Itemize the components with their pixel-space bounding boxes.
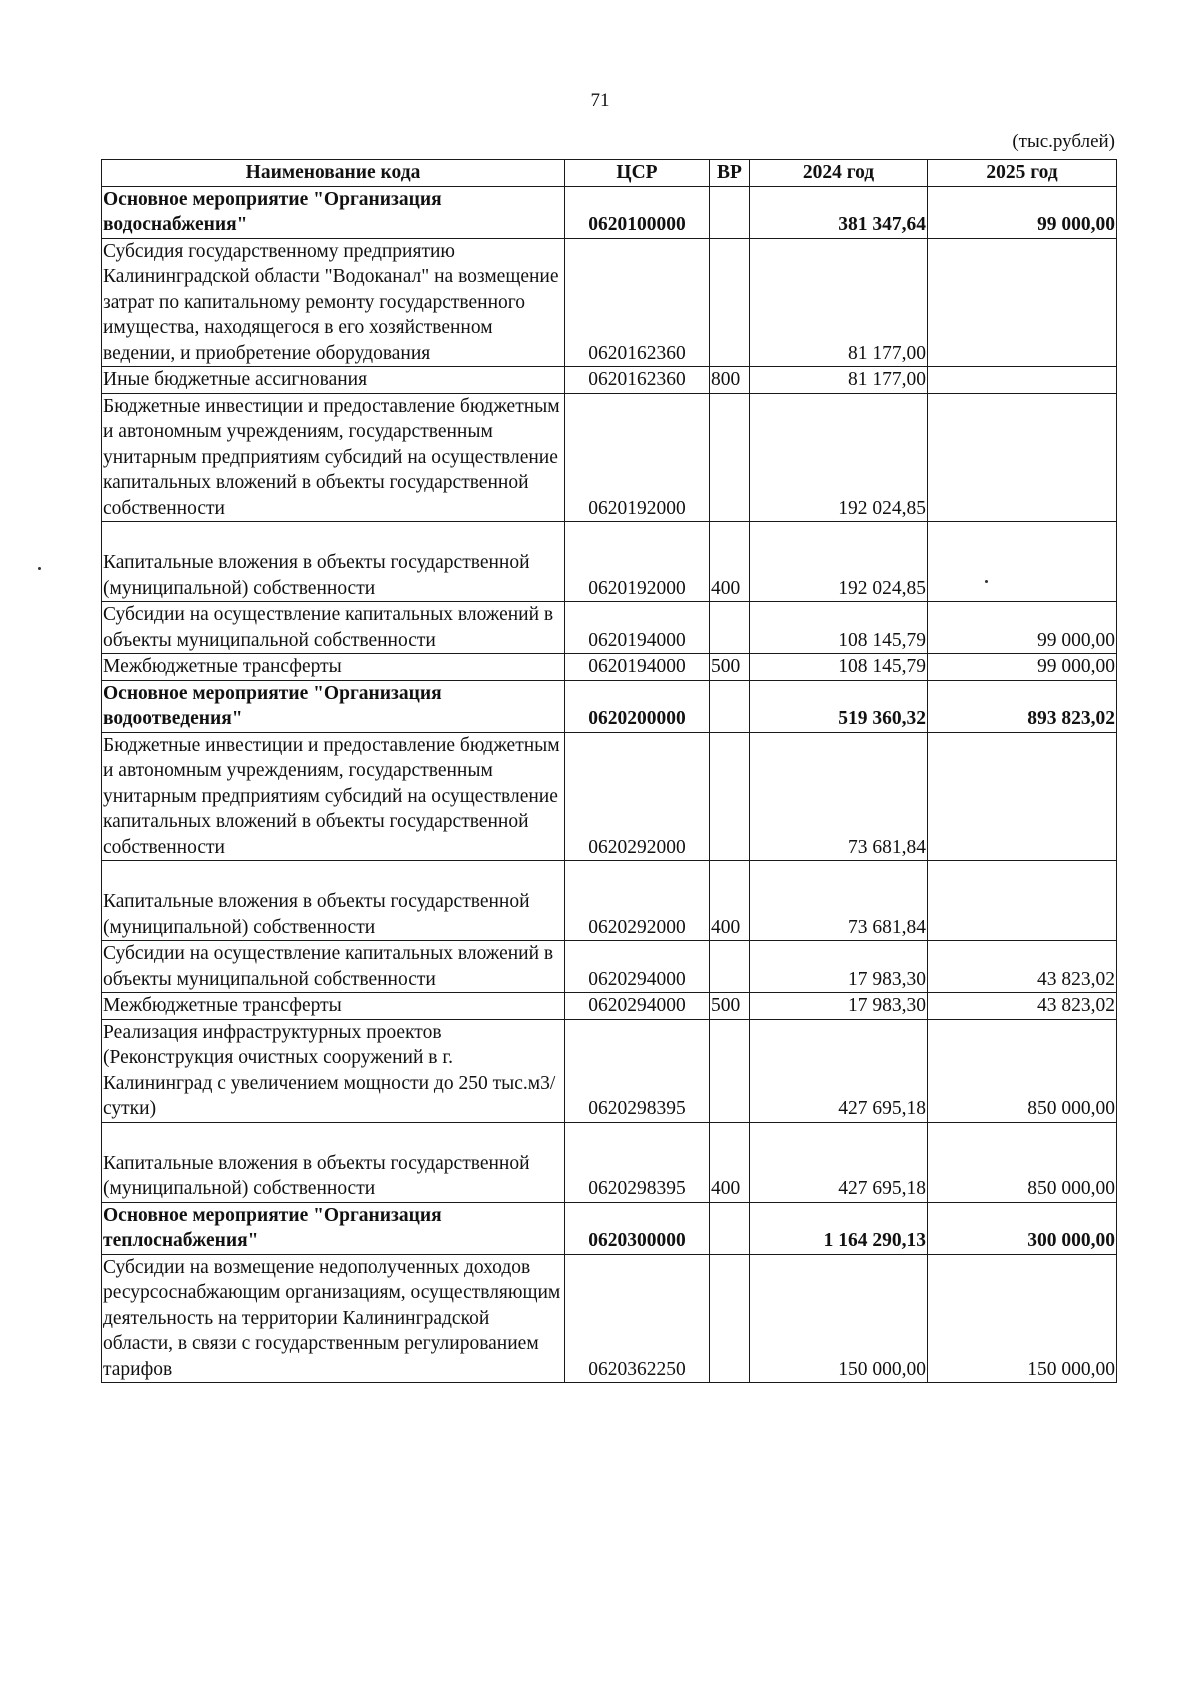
cell-name: Межбюджетные трансферты <box>102 993 565 1020</box>
cell-2025: 43 823,02 <box>928 993 1117 1020</box>
cell-name: Межбюджетные трансферты <box>102 654 565 681</box>
cell-name: Бюджетные инвестиции и предоставление бюджетным и автономным учреждениям, государственным унитарным предприятиям субсидий на осуществление капитальных вложений в объекты государственной собственности <box>102 732 565 861</box>
cell-csr: 0620294000 <box>565 941 710 993</box>
cell-vr <box>710 393 750 522</box>
cell-name: Субсидии на возмещение недополученных доходов ресурсоснабжающим организациям, осуществляющим деятельность на территории Калининградской области, в связи с государственным регулированием тарифов <box>102 1254 565 1383</box>
cell-2024: 81 177,00 <box>750 238 928 367</box>
cell-csr: 0620362250 <box>565 1254 710 1383</box>
scan-speck <box>985 580 988 583</box>
cell-vr <box>710 186 750 238</box>
scan-speck <box>38 567 41 570</box>
cell-name: Иные бюджетные ассигнования <box>102 367 565 394</box>
cell-vr: 400 <box>710 522 750 602</box>
table-row <box>102 654 1117 681</box>
cell-name: Основное мероприятие "Организация водоотведения" <box>102 680 565 732</box>
table-row <box>102 1254 1117 1383</box>
cell-vr <box>710 1019 750 1122</box>
cell-2024: 73 681,84 <box>750 732 928 861</box>
table-body <box>102 186 1117 1383</box>
header-vr: ВР <box>710 160 750 187</box>
table-row <box>102 1202 1117 1254</box>
cell-name: Капитальные вложения в объекты государственной (муниципальной) собственности <box>102 522 565 602</box>
cell-csr: 0620162360 <box>565 238 710 367</box>
cell-2024: 519 360,32 <box>750 680 928 732</box>
cell-name: Основное мероприятие "Организация водоснабжения" <box>102 186 565 238</box>
cell-2024: 17 983,30 <box>750 993 928 1020</box>
cell-name: Капитальные вложения в объекты государственной (муниципальной) собственности <box>102 1122 565 1202</box>
table-row <box>102 238 1117 367</box>
cell-vr: 400 <box>710 1122 750 1202</box>
cell-vr: 500 <box>710 654 750 681</box>
cell-vr <box>710 1202 750 1254</box>
table-row <box>102 186 1117 238</box>
cell-vr <box>710 1254 750 1383</box>
table-row <box>102 993 1117 1020</box>
cell-2025 <box>928 522 1117 602</box>
cell-name: Субсидии на осуществление капитальных вложений в объекты муниципальной собственности <box>102 941 565 993</box>
cell-2024: 81 177,00 <box>750 367 928 394</box>
table-row <box>102 941 1117 993</box>
cell-2024: 427 695,18 <box>750 1019 928 1122</box>
table-row <box>102 861 1117 941</box>
cell-csr: 0620100000 <box>565 186 710 238</box>
cell-vr <box>710 238 750 367</box>
cell-2025: 850 000,00 <box>928 1122 1117 1202</box>
cell-2024: 150 000,00 <box>750 1254 928 1383</box>
cell-name: Основное мероприятие "Организация теплоснабжения" <box>102 1202 565 1254</box>
cell-csr: 0620300000 <box>565 1202 710 1254</box>
cell-csr: 0620200000 <box>565 680 710 732</box>
cell-name: Субсидии на осуществление капитальных вложений в объекты муниципальной собственности <box>102 602 565 654</box>
header-2024: 2024 год <box>750 160 928 187</box>
header-2025: 2025 год <box>928 160 1117 187</box>
table-row <box>102 732 1117 861</box>
table-row <box>102 680 1117 732</box>
cell-csr: 0620192000 <box>565 393 710 522</box>
cell-2025: 150 000,00 <box>928 1254 1117 1383</box>
cell-2024: 1 164 290,13 <box>750 1202 928 1254</box>
cell-csr: 0620294000 <box>565 993 710 1020</box>
cell-csr: 0620292000 <box>565 732 710 861</box>
cell-2025 <box>928 238 1117 367</box>
cell-2024: 192 024,85 <box>750 522 928 602</box>
cell-name: Реализация инфраструктурных проектов (Реконструкция очистных сооружений в г. Калининград с увеличением мощности до 250 тыс.м3/сутки) <box>102 1019 565 1122</box>
table-row <box>102 367 1117 394</box>
cell-csr: 0620192000 <box>565 522 710 602</box>
cell-2025: 99 000,00 <box>928 654 1117 681</box>
table-row <box>102 602 1117 654</box>
cell-2025: 850 000,00 <box>928 1019 1117 1122</box>
cell-name: Субсидия государственному предприятию Калининградской области "Водоканал" на возмещение затрат по капитальному ремонту государственного имущества, находящегося в его хозяйственном ведении, и приобретение оборудования <box>102 238 565 367</box>
cell-vr <box>710 680 750 732</box>
cell-vr <box>710 602 750 654</box>
cell-2024: 108 145,79 <box>750 654 928 681</box>
page-number: 71 <box>590 90 610 111</box>
cell-name: Бюджетные инвестиции и предоставление бюджетным и автономным учреждениям, государственным унитарным предприятиям субсидий на осуществление капитальных вложений в объекты государственной собственности <box>102 393 565 522</box>
header-name: Наименование кода <box>102 160 565 187</box>
cell-2025 <box>928 393 1117 522</box>
cell-2025: 300 000,00 <box>928 1202 1117 1254</box>
table-row <box>102 1019 1117 1122</box>
cell-2024: 427 695,18 <box>750 1122 928 1202</box>
budget-table <box>101 159 1117 1383</box>
cell-2025: 99 000,00 <box>928 602 1117 654</box>
table-row <box>102 522 1117 602</box>
cell-csr: 0620162360 <box>565 367 710 394</box>
cell-vr: 800 <box>710 367 750 394</box>
cell-vr <box>710 732 750 861</box>
cell-vr <box>710 941 750 993</box>
cell-2024: 73 681,84 <box>750 861 928 941</box>
cell-2025: 893 823,02 <box>928 680 1117 732</box>
units-note: (тыс.рублей) <box>1012 131 1115 152</box>
cell-csr: 0620292000 <box>565 861 710 941</box>
cell-2024: 192 024,85 <box>750 393 928 522</box>
cell-2025: 43 823,02 <box>928 941 1117 993</box>
cell-csr: 0620194000 <box>565 654 710 681</box>
cell-2025 <box>928 861 1117 941</box>
cell-2024: 17 983,30 <box>750 941 928 993</box>
table-header-row <box>102 160 1117 187</box>
cell-csr: 0620298395 <box>565 1019 710 1122</box>
cell-2025 <box>928 732 1117 861</box>
header-csr: ЦСР <box>565 160 710 187</box>
table-row <box>102 393 1117 522</box>
cell-2025 <box>928 367 1117 394</box>
cell-name: Капитальные вложения в объекты государственной (муниципальной) собственности <box>102 861 565 941</box>
cell-2024: 108 145,79 <box>750 602 928 654</box>
cell-2024: 381 347,64 <box>750 186 928 238</box>
table-row <box>102 1122 1117 1202</box>
cell-vr: 500 <box>710 993 750 1020</box>
cell-csr: 0620194000 <box>565 602 710 654</box>
cell-csr: 0620298395 <box>565 1122 710 1202</box>
cell-vr: 400 <box>710 861 750 941</box>
cell-2025: 99 000,00 <box>928 186 1117 238</box>
